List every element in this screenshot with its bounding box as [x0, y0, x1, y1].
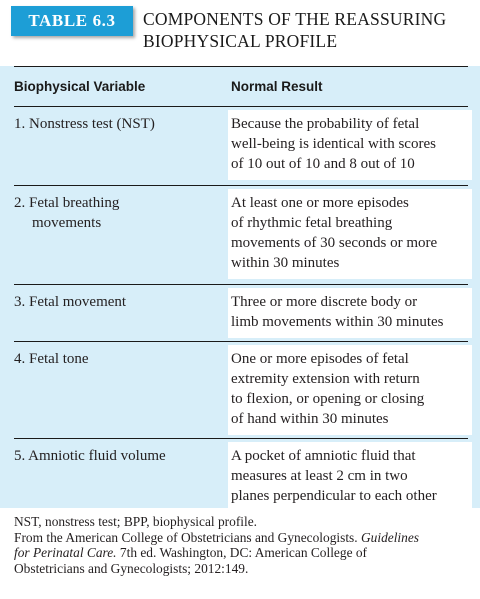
result-cell: [228, 189, 472, 279]
variable-cell: [14, 193, 214, 233]
result-text: of 10 out of 10 and 8 out of 10: [231, 156, 415, 172]
column-header-normal-result: Normal Result: [231, 78, 323, 94]
result-cell: [228, 288, 472, 338]
table-footnote: [14, 514, 474, 576]
result-text: to flexion, or opening or closing: [231, 391, 425, 407]
result-text: Because the probability of fetal: [231, 116, 420, 132]
result-text: limb movements within 30 minutes: [231, 314, 444, 330]
variable-cell: [14, 292, 214, 312]
result-cell: [228, 110, 472, 180]
variable-text: 2. Fetal breathing: [14, 195, 120, 211]
result-text: within 30 minutes: [231, 255, 340, 271]
variable-text: 1. Nonstress test (NST): [14, 116, 155, 132]
table-row: [0, 439, 480, 508]
result-text: One or more episodes of fetal: [231, 351, 409, 367]
source-title-part2: for Perinatal Care.: [14, 545, 117, 561]
source-line-1: [14, 530, 474, 546]
variable-cell: [14, 114, 214, 134]
table-title-line-2: BIOPHYSICAL PROFILE: [143, 31, 338, 51]
variable-text: 5. Amniotic fluid volume: [14, 448, 166, 464]
variable-text: 4. Fetal tone: [14, 351, 89, 367]
result-cell: [228, 345, 472, 435]
source-rest-line2: 7th ed. Washington, DC: American College of: [119, 545, 368, 561]
result-text: of rhythmic fetal breathing: [231, 215, 393, 231]
abbreviations-note: NST, nonstress test; BPP, biophysical profile.: [14, 514, 258, 529]
table-row: [0, 285, 480, 341]
table-header: [0, 0, 480, 66]
result-text: well-being is identical with scores: [231, 136, 436, 152]
source-line-2: [14, 545, 474, 561]
result-cell: [228, 442, 472, 512]
table-number-badge: TABLE 6.3: [11, 6, 133, 36]
table-row: [0, 186, 480, 284]
result-text: measures at least 2 cm in two: [231, 468, 408, 484]
table-panel: [0, 66, 480, 508]
result-text: A pocket of amniotic fluid that: [231, 448, 416, 464]
column-header-biophysical-variable: Biophysical Variable: [14, 78, 146, 94]
source-prefix: From the American College of Obstetricians and Gynecologists.: [14, 529, 358, 545]
variable-cell: [14, 446, 214, 466]
result-text: extremity extension with return: [231, 371, 420, 387]
result-text: of hand within 30 minutes: [231, 411, 389, 427]
variable-cell: [14, 349, 214, 369]
table-row: [0, 342, 480, 438]
table-title-line-1: COMPONENTS OF THE REASSURING: [143, 9, 447, 29]
table-title: [143, 8, 473, 52]
source-line-3: Obstetricians and Gynecologists; 2012:149.: [14, 560, 249, 576]
result-text: At least one or more episodes: [231, 195, 409, 211]
result-text: Three or more discrete body or: [231, 294, 418, 310]
result-text: planes perpendicular to each other: [231, 488, 437, 504]
result-text: movements of 30 seconds or more: [231, 235, 438, 251]
variable-text: 3. Fetal movement: [14, 294, 127, 310]
table-row: [0, 107, 480, 185]
source-title-part1: Guidelines: [360, 529, 419, 545]
variable-text: movements: [32, 215, 102, 231]
